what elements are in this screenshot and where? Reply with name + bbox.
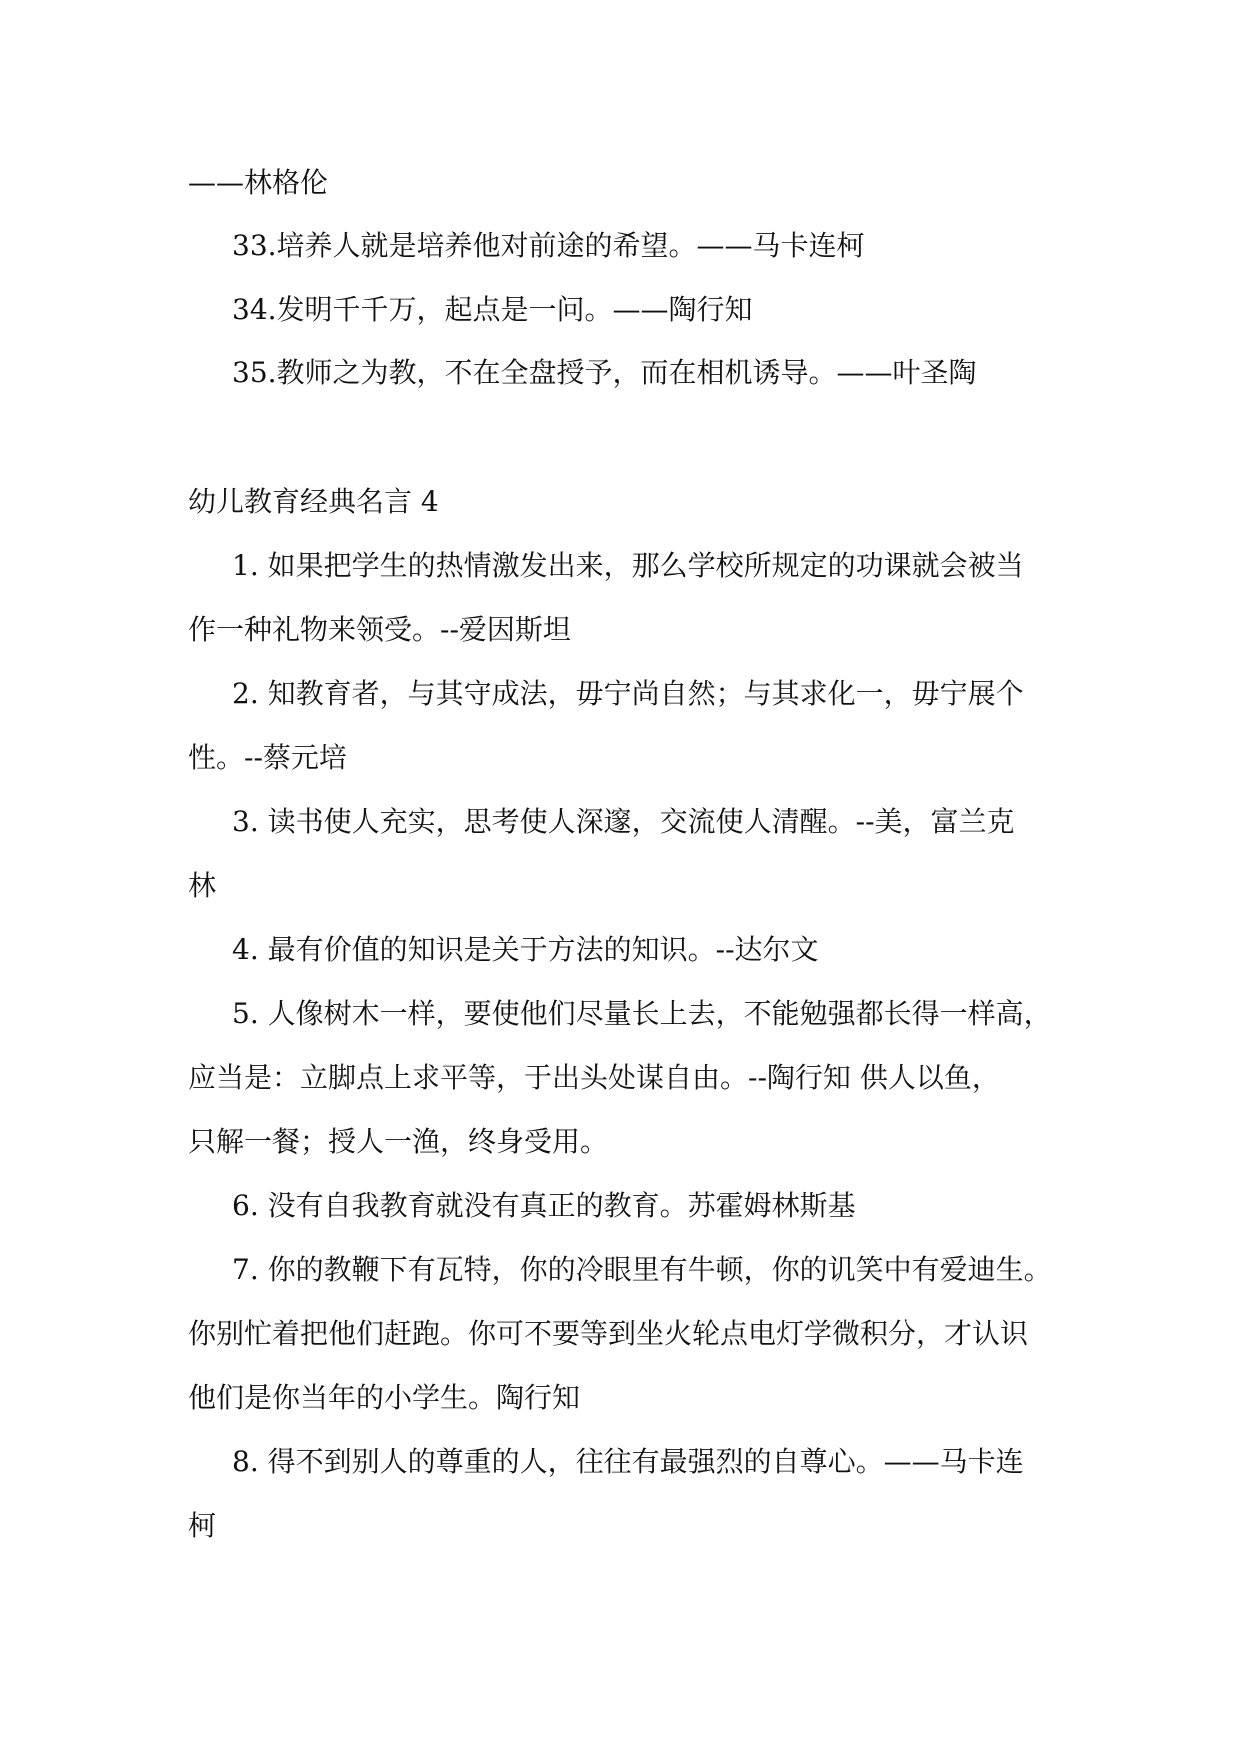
quote-3-continued: 林 — [188, 869, 217, 902]
quote-8: 8. 得不到别人的尊重的人，往往有最强烈的自尊心。——马卡连 — [232, 1445, 1024, 1478]
quote-1-continued: 作一种礼物来领受。--爱因斯坦 — [188, 613, 571, 646]
quote-6: 6. 没有自我教育就没有真正的教育。苏霍姆林斯基 — [232, 1189, 856, 1222]
quote-3: 3. 读书使人充实，思考使人深邃，交流使人清醒。--美，富兰克 — [232, 805, 1015, 838]
quote-7-continued: 你别忙着把他们赶跑。你可不要等到坐火轮点电灯学微积分，才认识 — [188, 1317, 1029, 1350]
quote-2: 2. 知教育者，与其守成法，毋宁尚自然；与其求化一，毋宁展个 — [232, 677, 1024, 710]
quote-5-continued: 只解一餐；授人一渔，终身受用。 — [188, 1125, 609, 1158]
text-line: ——林格伦 — [188, 166, 329, 199]
quote-4: 4. 最有价值的知识是关于方法的知识。--达尔文 — [232, 933, 819, 966]
section-heading: 幼儿教育经典名言 4 — [188, 485, 439, 518]
quote-35: 35.教师之为教，不在全盘授予，而在相机诱导。——叶圣陶 — [232, 356, 977, 389]
quote-1: 1. 如果把学生的热情激发出来，那么学校所规定的功课就会被当 — [232, 549, 1024, 582]
quote-8-continued: 柯 — [188, 1509, 217, 1542]
quote-34: 34.发明千千万，起点是一问。——陶行知 — [232, 293, 753, 326]
quote-7: 7. 你的教鞭下有瓦特，你的冷眼里有牛顿，你的讥笑中有爱迪生。 — [232, 1253, 1052, 1286]
quote-33: 33.培养人就是培养他对前途的希望。——马卡连柯 — [232, 229, 865, 262]
quote-5: 5. 人像树木一样，要使他们尽量长上去，不能勉强都长得一样高， — [232, 997, 1052, 1030]
quote-5-continued: 应当是：立脚点上求平等，于出头处谋自由。--陶行知 供人以鱼， — [188, 1061, 1000, 1094]
quote-2-continued: 性。--蔡元培 — [188, 741, 347, 774]
quote-7-continued: 他们是你当年的小学生。陶行知 — [188, 1381, 581, 1414]
